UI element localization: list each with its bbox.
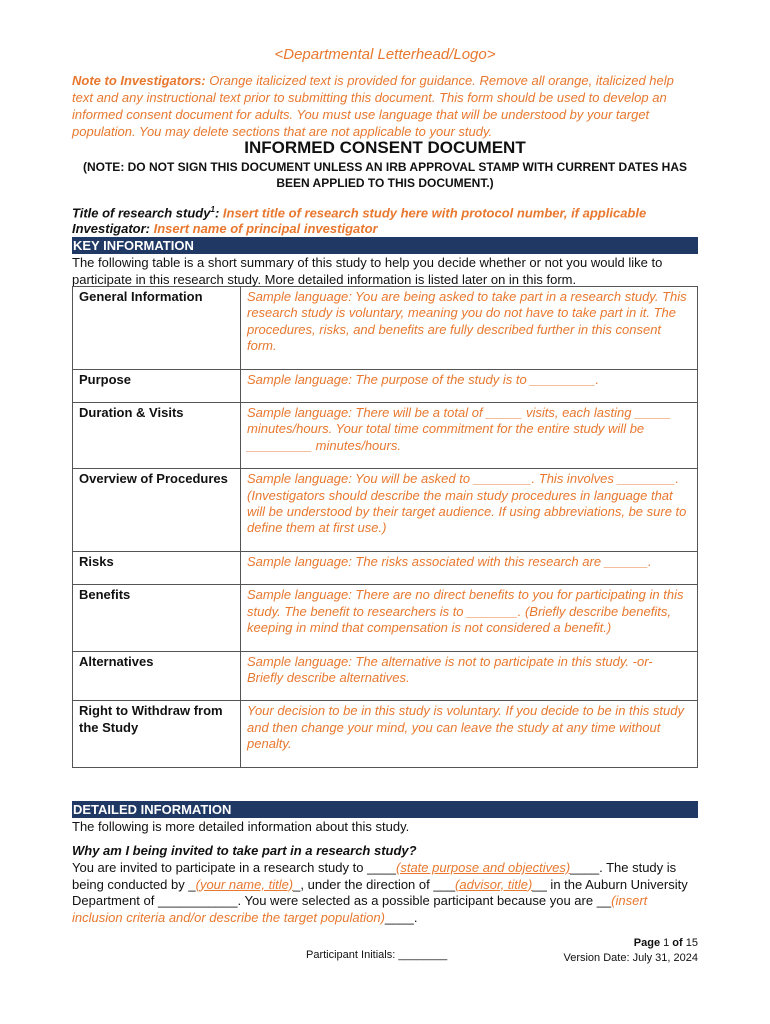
invite-text-5: ____. <box>384 909 418 925</box>
invitation-question: Why am I being invited to take part in a research study? <box>72 843 417 858</box>
footnote-marker: 1 <box>210 205 215 214</box>
key-info-label: Duration & Visits <box>73 403 241 469</box>
advisor-placeholder: (advisor, title) <box>455 876 533 892</box>
note-text: Orange italicized text is provided for guidance. Remove all orange, italicized help text and any instructional text prior to submitting this document. This form should be used to develop an informed consent document for adults. You must use language that will be understood by your target population. You may delete sections that are not applicable to your study. <box>72 73 674 139</box>
study-title-colon: : <box>214 205 220 221</box>
invitation-paragraph <box>72 860 698 926</box>
key-info-label: Right to Withdraw from the Study <box>73 701 241 767</box>
key-info-text: Sample language: There are no direct benefits to you for participating in this study. The benefit to researchers is to _______. (Briefly describe benefits, keeping in mind that compensation is not considered a benefit.) <box>241 585 698 651</box>
investigator-note <box>72 72 698 140</box>
investigator-label: Investigator: <box>72 221 151 236</box>
key-info-row <box>73 403 698 469</box>
key-info-label: Overview of Procedures <box>73 469 241 552</box>
key-info-label: Benefits <box>73 585 241 651</box>
key-info-text: Sample language: You will be asked to ________. This involves ________. (Investigators should describe the main study procedures in language that will be understood by their target audience. If using abbreviations, be sure to define them at first use.) <box>241 469 698 552</box>
key-info-label: Risks <box>73 551 241 584</box>
key-info-text: Sample language: There will be a total of _____ visits, each lasting _____ minutes/hours. Your total time commitment for the entire study will be _________ minutes/hours. <box>241 403 698 469</box>
key-info-text: Sample language: You are being asked to take part in a research study. This research study is voluntary, meaning you do not have to take part in it. The procedures, risks, and benefits are fully described further in this consent form. <box>241 287 698 370</box>
study-title-line <box>72 205 646 220</box>
note-label: Note to Investigators: <box>72 73 206 88</box>
inclusion-criteria-placeholder: (insert inclusion criteria and/or describe the target population) <box>72 893 648 925</box>
version-date: Version Date: July 31, 2024 <box>563 952 698 964</box>
study-title-label: Title of research study <box>72 205 211 221</box>
detailed-information-heading: DETAILED INFORMATION <box>72 801 698 818</box>
signing-notice: (NOTE: DO NOT SIGN THIS DOCUMENT UNLESS AN IRB APPROVAL STAMP WITH CURRENT DATES HAS BEEN APPLIED TO THIS DOCUMENT.) <box>82 160 687 190</box>
key-info-row <box>73 651 698 701</box>
key-info-text: Sample language: The risks associated with this research are ______. <box>241 551 698 584</box>
document-title: INFORMED CONSENT DOCUMENT <box>244 138 526 157</box>
key-info-label: Alternatives <box>73 651 241 701</box>
key-information-intro: The following table is a short summary of this study to help you decide whether or not you would like to participate in this research study. More detailed information is listed later on in this form. <box>72 255 663 287</box>
letterhead-placeholder: <Departmental Letterhead/Logo> <box>274 46 496 63</box>
key-info-label: Purpose <box>73 369 241 402</box>
key-information-table <box>72 286 698 768</box>
invite-text-1: You are invited to participate in a research study to ____ <box>72 860 397 875</box>
study-title-value: Insert title of research study here with protocol number, if applicable <box>219 205 647 221</box>
key-info-row <box>73 287 698 370</box>
investigator-value: Insert name of principal investigator <box>150 221 378 236</box>
page-total: 15 <box>685 937 698 949</box>
footer-page-info <box>563 936 698 966</box>
name-title-placeholder: (your name, title) <box>195 876 294 892</box>
page-number <box>563 936 698 951</box>
key-info-row <box>73 369 698 402</box>
investigator-line <box>72 221 378 236</box>
purpose-placeholder: (state purpose and objectives) <box>396 860 571 875</box>
key-info-text: Sample language: The alternative is not to participate in this study. -or- Briefly describe alternatives. <box>241 651 698 701</box>
page-label: Page <box>633 937 664 949</box>
key-info-row <box>73 701 698 767</box>
key-information-heading: KEY INFORMATION <box>72 237 698 254</box>
detailed-information-intro: The following is more detailed information about this study. <box>72 819 410 834</box>
key-info-label: General Information <box>73 287 241 370</box>
participant-initials: Participant Initials: ________ <box>306 949 448 961</box>
invite-text-4: __ in the Auburn University Department of ___________. You were selected as a possible participant because you are __ <box>72 876 688 908</box>
invite-text-2: ____. The study is being conducted by _ <box>72 860 677 892</box>
invite-text-3: _, under the direction of ___ <box>293 876 456 892</box>
key-info-row <box>73 551 698 584</box>
page-current: 1 <box>663 937 670 949</box>
page-of: of <box>669 937 686 949</box>
key-info-row <box>73 585 698 651</box>
key-info-text: Sample language: The purpose of the study is to _________. <box>241 369 698 402</box>
key-info-text: Your decision to be in this study is voluntary. If you decide to be in this study and then change your mind, you can leave the study at any time without penalty. <box>241 701 698 767</box>
key-info-row <box>73 469 698 552</box>
